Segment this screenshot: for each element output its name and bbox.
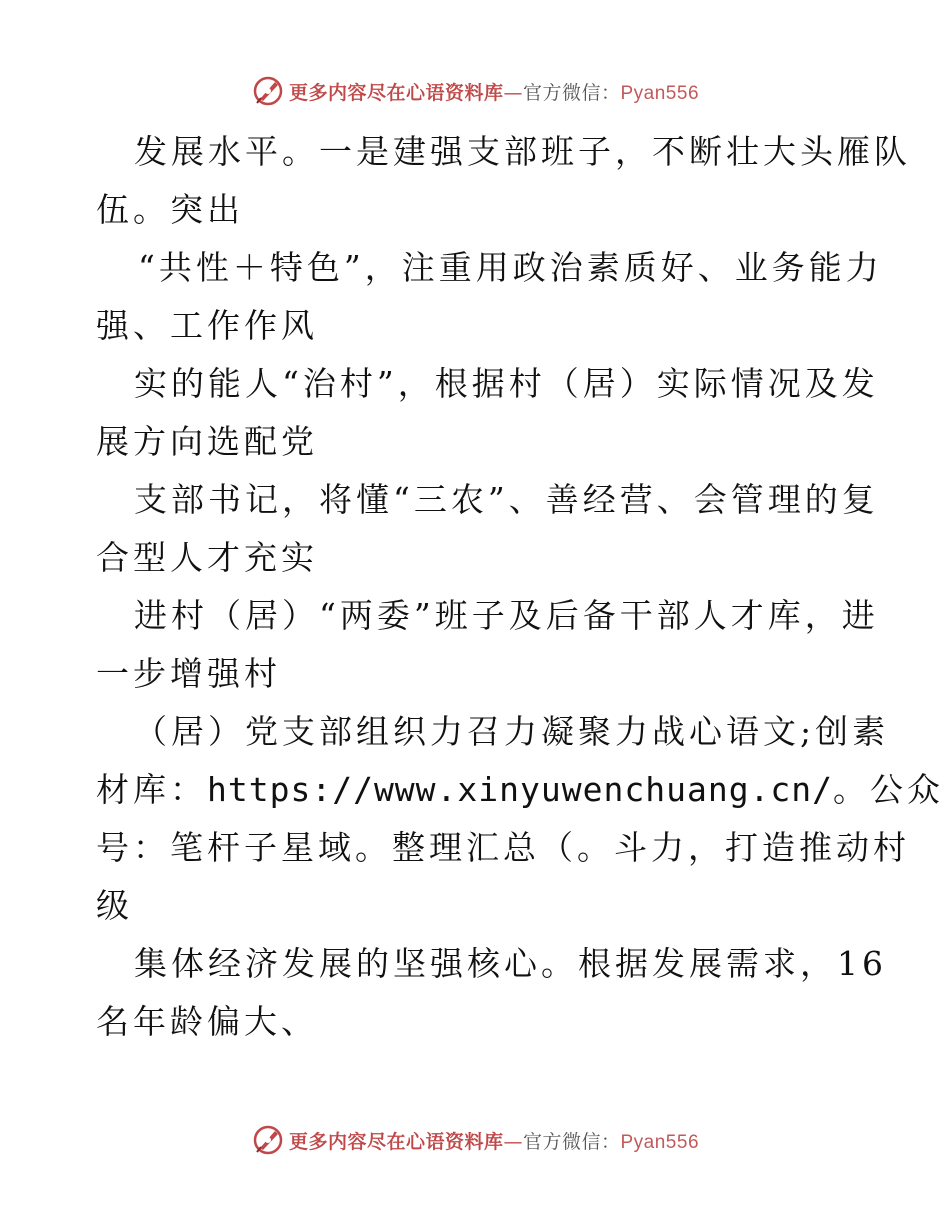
quill-pen-logo-icon [251,1123,285,1157]
url-text: https://www.xinyuwenchuang.cn/ [207,770,834,809]
text-line: 合型人才充实 [96,538,318,577]
header-banner-text [289,78,699,105]
text-line: 强、工作作风 [96,306,318,345]
text-line: 级 [96,886,133,925]
footer-dash: — [503,1130,523,1153]
text-line: （居）党支部组织力召力凝聚力战心语文;创素 [134,712,890,751]
footer-brand-text: 更多内容尽在心语资料库 [288,1130,504,1153]
text-line: “共性＋特色”，注重用政治素质好、业务能力 [138,248,883,287]
header-dash: — [503,81,523,104]
footer-banner-text [289,1127,699,1154]
text-line: 展方向选配党 [96,422,318,461]
header-wechat-id: Pyan556 [620,82,700,104]
footer-wechat-label: 官方微信： [522,1130,621,1153]
quill-pen-logo-icon [251,74,285,108]
text-line: 伍。突出 [96,190,244,229]
text-line: 进村（居）“两委”班子及后备干部人才库，进 [134,596,879,635]
footer-banner [0,1120,950,1160]
text-segment: 。公众 [833,770,945,809]
text-line: 集体经济发展的坚强核心。根据发展需求，16 [134,944,887,983]
text-segment: 材库： [96,770,207,809]
text-line: 号：笔杆子星域。整理汇总（。斗力，打造推动村 [96,828,910,867]
text-line: 支部书记，将懂“三农”、善经营、会管理的复 [134,480,879,519]
document-body [96,123,945,1051]
text-line: 实的能人“治村”，根据村（居）实际情况及发 [134,364,879,403]
text-line-with-url [96,761,945,819]
text-line: 名年龄偏大、 [96,1002,318,1041]
footer-wechat-id: Pyan556 [620,1131,700,1153]
header-brand-text: 更多内容尽在心语资料库 [288,81,504,104]
text-line: 发展水平。一是建强支部班子，不断壮大头雁队 [134,132,911,171]
header-banner [0,71,950,111]
text-line: 一步增强村 [96,654,281,693]
header-wechat-label: 官方微信： [522,81,621,104]
